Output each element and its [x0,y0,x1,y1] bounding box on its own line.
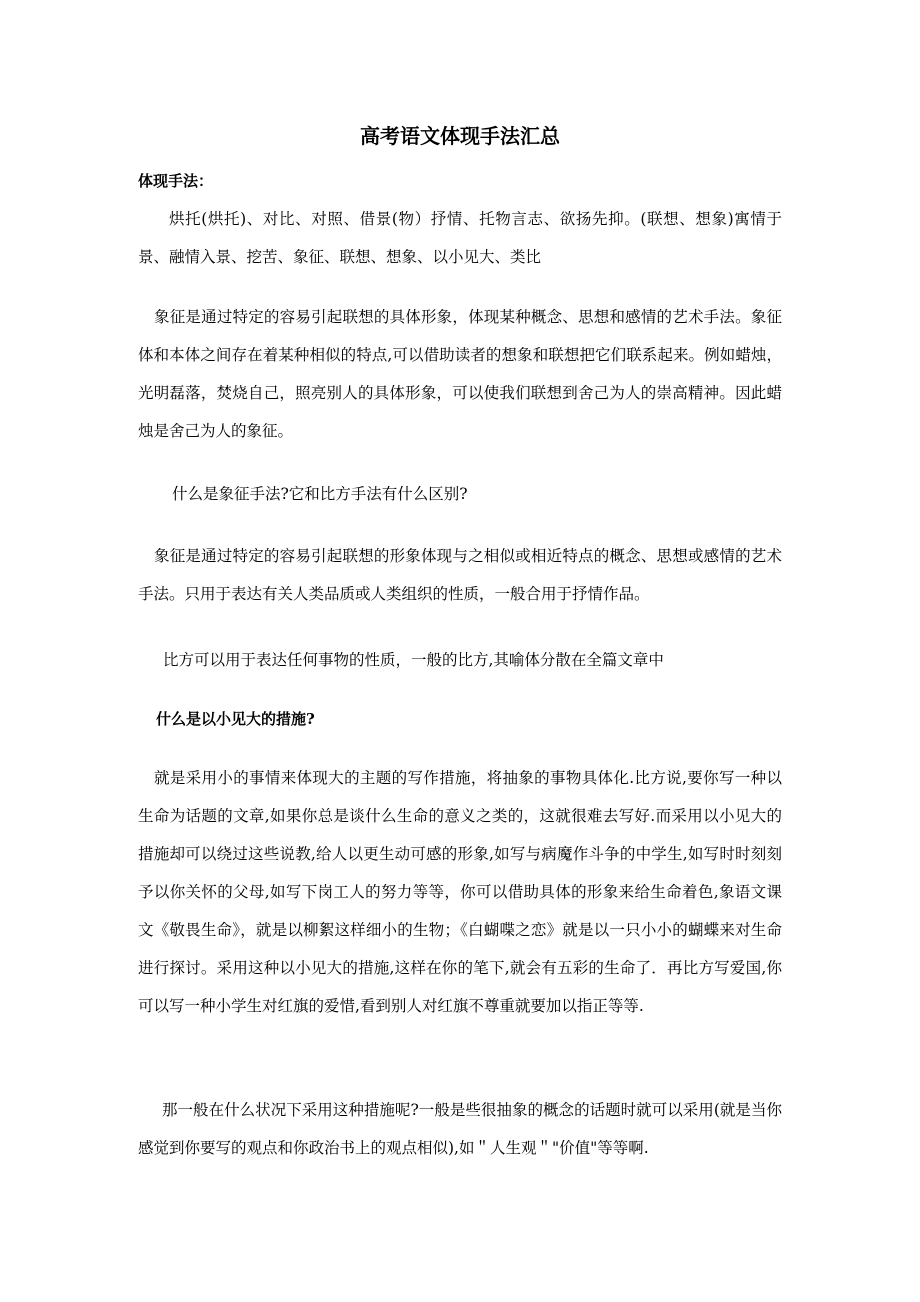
section-heading-small-big: 什么是以小见大的措施? [156,710,315,728]
metaphor-note: 比方可以用于表达任何事物的性质，一般的比方,其喻体分散在全篇文章中 [163,651,664,669]
section-heading-techniques: 体现手法： [138,172,214,190]
document-title: 高考语文体现手法汇总 [360,124,560,148]
techniques-list: 烘托(烘托)、对比、对照、借景(物）抒情、托物言志、欲扬先抑。(联想、想象)寓情于景、融情入景、挖苦、象征、联想、想象、以小见大、类比 [138,210,782,266]
small-big-explanation-paragraph: 就是采用小的事情来体现大的主题的写作措施，将抽象的事物具体化.比方说,要你写一种以生命为话题的文章,如果你总是谈什么生命的意义之类的，这就很难去写好.而采用以小见大的措施却可以绕过这些说教,给人以更生动可感的形象,如写与病魔作斗争的中学生,如写时时刻刻予以你关怀的父母,如写下岗工人的努力等等，你可以借助具体的形象来给生命着色,象语文课文《敬畏生命》，就是以柳絮这样细小的生物；《白蝴喋之恋》就是以一只小小的蝴蝶来对生命进行探讨。采用这种以小见大的措施,这样在你的笔下,就会有五彩的生命了．再比方写爱国,你可以写一种小学生对红旗的爱惜,看到别人对红旗不尊重就要加以指正等等. [138,769,782,1015]
usage-note-paragraph: 那一般在什么状况下采用这种措施呢?一般是些很抽象的概念的话题时就可以采用(就是当你感觉到你要写的观点和你政治书上的观点相似),如＂人生观＂"价值"等等啊. [138,1101,782,1157]
question-symbol-vs-metaphor: 什么是象征手法?它和比方手法有什么区别? [172,485,468,503]
symbol-definition-paragraph: 象征是通过特定的容易引起联想的具体形象，体现某种概念、思想和感情的艺术手法。象征体和本体之间存在着某种相似的特点,可以借助读者的想象和联想把它们联系起来。例如蜡烛，光明磊落，焚烧自己，照亮别人的具体形象，可以使我们联想到舍己为人的崇高精神。因此蜡烛是舍己为人的象征。 [138,308,782,440]
symbol-answer-paragraph: 象征是通过特定的容易引起联想的形象体现与之相似或相近特点的概念、思想或感情的艺术手法。只用于表达有关人类品质或人类组织的性质，一般合用于抒情作品。 [138,547,782,603]
